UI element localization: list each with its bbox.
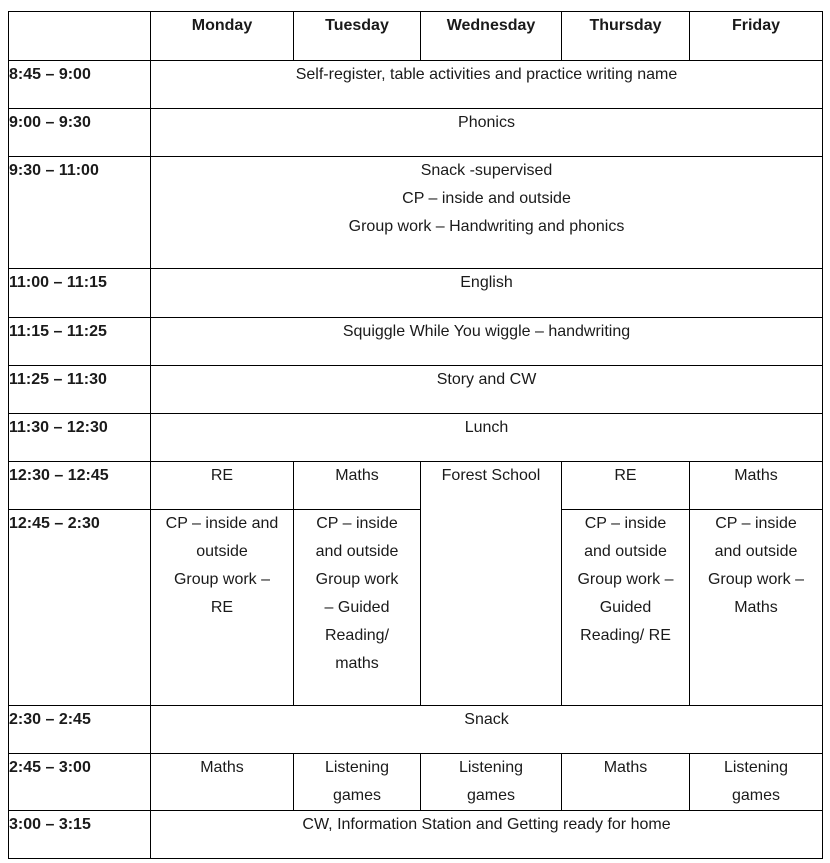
cell-text: games xyxy=(466,787,516,804)
cell-text: Reading/ RE xyxy=(580,627,671,644)
table-row xyxy=(9,109,823,157)
cell-text: Reading/ xyxy=(324,627,390,644)
time-cell: 12:45 – 2:30 xyxy=(9,510,151,706)
activity-text: Self-register, table activities and practice writing name xyxy=(295,66,678,83)
time-cell: 2:30 – 2:45 xyxy=(9,706,151,754)
cell-text: Group work – xyxy=(173,571,271,588)
cell-friday xyxy=(690,754,823,811)
header-thursday: Thursday xyxy=(562,12,690,61)
activity-text: English xyxy=(460,274,513,291)
table-row xyxy=(9,61,823,109)
table-row xyxy=(9,462,823,510)
cell-text: Group work – xyxy=(577,571,674,588)
cell-friday: Maths xyxy=(690,462,823,510)
activity-text: Snack -supervised xyxy=(420,162,553,179)
cell-text: and outside xyxy=(714,543,798,560)
activity-cell xyxy=(151,366,823,414)
cell-friday xyxy=(690,510,823,706)
activity-cell xyxy=(151,318,823,366)
cell-thursday: RE xyxy=(562,462,690,510)
activity-cell xyxy=(151,811,823,859)
activity-text: CP – inside and outside xyxy=(402,190,571,207)
cell-text: CP – inside and xyxy=(165,515,279,532)
header-wednesday: Wednesday xyxy=(421,12,562,61)
cell-text: CP – inside xyxy=(584,515,667,532)
activity-text: Story and CW xyxy=(436,371,537,388)
cell-text: outside xyxy=(196,543,248,560)
table-row xyxy=(9,754,823,811)
cell-tuesday: Maths xyxy=(294,462,421,510)
table-row xyxy=(9,414,823,462)
header-friday: Friday xyxy=(690,12,823,61)
activity-text: Phonics xyxy=(458,114,515,131)
activity-cell xyxy=(151,706,823,754)
time-cell: 9:00 – 9:30 xyxy=(9,109,151,157)
cell-text: maths xyxy=(335,655,379,672)
cell-text: games xyxy=(731,787,781,804)
cell-text: and outside xyxy=(315,543,399,560)
time-cell: 2:45 – 3:00 xyxy=(9,754,151,811)
cell-tuesday xyxy=(294,754,421,811)
time-cell: 9:30 – 11:00 xyxy=(9,157,151,269)
activity-text: Lunch xyxy=(464,419,509,436)
cell-monday: Maths xyxy=(151,754,294,811)
table-row xyxy=(9,366,823,414)
cell-text: RE xyxy=(210,599,234,616)
activity-cell xyxy=(151,61,823,109)
activity-text: Snack xyxy=(464,711,509,728)
timetable xyxy=(8,11,823,859)
activity-cell xyxy=(151,157,823,269)
activity-text: Group work – Handwriting and phonics xyxy=(348,218,625,235)
header-row xyxy=(9,12,823,61)
table-row xyxy=(9,269,823,318)
cell-text: Guided xyxy=(599,599,652,616)
header-monday: Monday xyxy=(151,12,294,61)
time-cell: 11:25 – 11:30 xyxy=(9,366,151,414)
cell-wednesday: Forest School xyxy=(421,462,562,706)
table-row xyxy=(9,706,823,754)
time-cell: 11:00 – 11:15 xyxy=(9,269,151,318)
time-cell: 12:30 – 12:45 xyxy=(9,462,151,510)
cell-wednesday xyxy=(421,754,562,811)
cell-text: Group work xyxy=(315,571,399,588)
table-row xyxy=(9,510,823,706)
activity-text: Squiggle While You wiggle – handwriting xyxy=(342,323,631,340)
cell-thursday xyxy=(562,510,690,706)
header-tuesday: Tuesday xyxy=(294,12,421,61)
table-row xyxy=(9,318,823,366)
header-corner xyxy=(9,12,151,61)
cell-text: Group work – xyxy=(707,571,805,588)
activity-cell xyxy=(151,109,823,157)
table-row xyxy=(9,811,823,859)
cell-text: – Guided xyxy=(324,599,390,616)
cell-tuesday xyxy=(294,510,421,706)
cell-text: Maths xyxy=(734,599,778,616)
cell-text: games xyxy=(332,787,382,804)
activity-cell xyxy=(151,269,823,318)
cell-monday xyxy=(151,510,294,706)
cell-text: and outside xyxy=(584,543,667,560)
time-cell: 11:30 – 12:30 xyxy=(9,414,151,462)
time-cell: 3:00 – 3:15 xyxy=(9,811,151,859)
activity-cell xyxy=(151,414,823,462)
table-row xyxy=(9,157,823,269)
cell-text: Listening xyxy=(723,759,789,776)
time-cell: 8:45 – 9:00 xyxy=(9,61,151,109)
activity-text: CW, Information Station and Getting ready for home xyxy=(302,816,671,833)
cell-thursday: Maths xyxy=(562,754,690,811)
cell-monday: RE xyxy=(151,462,294,510)
cell-text: Listening xyxy=(324,759,390,776)
time-cell: 11:15 – 11:25 xyxy=(9,318,151,366)
cell-text: CP – inside xyxy=(715,515,797,532)
cell-text: Listening xyxy=(458,759,524,776)
cell-text: CP – inside xyxy=(316,515,398,532)
